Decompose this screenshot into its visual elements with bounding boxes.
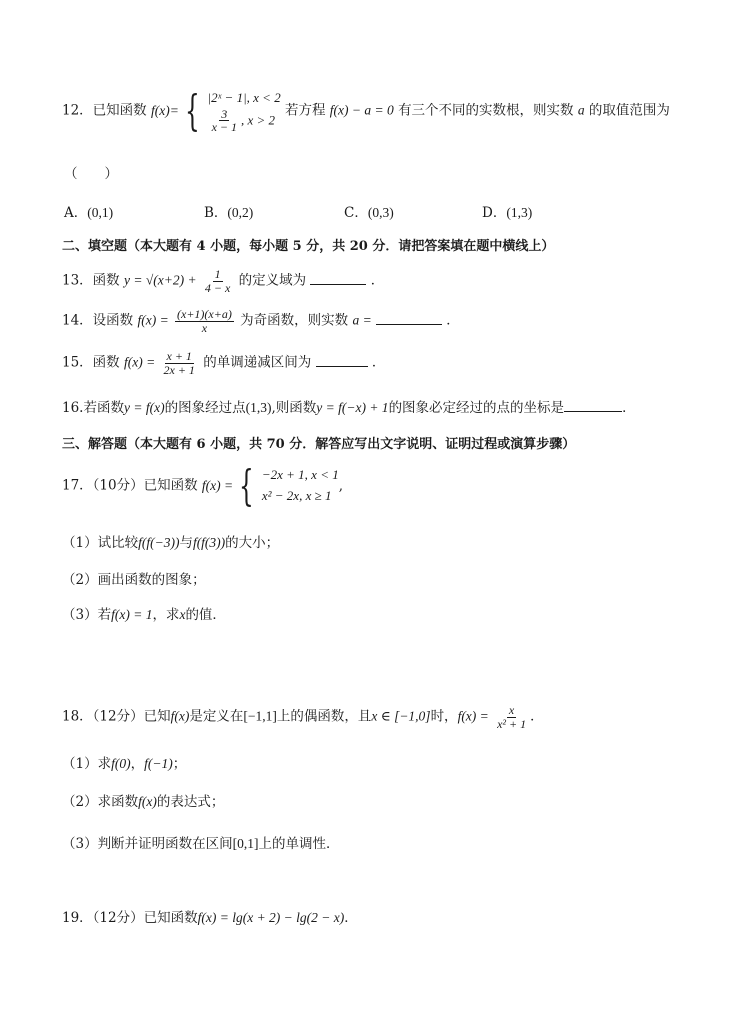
q16-text3: 的图象必定经过的点的坐标是 <box>388 400 565 416</box>
left-brace-icon: { <box>184 85 200 135</box>
q18-p1-expr2: f(−1) <box>144 756 173 771</box>
q12-option-b <box>204 201 253 221</box>
q18-p3-interval: [0,1] <box>232 836 259 851</box>
q17-p3-label: （3）若 <box>62 607 112 623</box>
q14-tail: 为奇函数，则实数 <box>240 312 349 329</box>
q15-end: ． <box>371 354 386 371</box>
q12-text-a: 若方程 <box>285 102 326 119</box>
q18-text1: 是定义在 <box>189 708 244 725</box>
q14-var: a = <box>352 312 372 328</box>
q16-text1: 的图象经过点 <box>164 400 246 416</box>
option-value: (0,2) <box>227 205 254 220</box>
question-13 <box>62 268 384 294</box>
option-letter: A． <box>64 205 88 221</box>
option-value: (0,1) <box>87 205 114 220</box>
q18-p1-end: ； <box>172 756 187 772</box>
option-letter: D． <box>482 205 507 221</box>
q14-end: ． <box>446 312 460 329</box>
q16-answer-blank <box>564 399 622 412</box>
q17-p3-eq: f(x) = 1 <box>111 607 153 622</box>
q17-p1-tail: 的大小； <box>225 535 280 551</box>
option-value: (0,3) <box>367 205 394 220</box>
section-2-heading: 二、填空题（本大题有 4 小题，每小题 5 分，共 20 分．请把答案填在题中横线上） <box>62 239 555 254</box>
q18-part3 <box>62 832 339 852</box>
question-18 <box>62 704 544 730</box>
q14-frac-den: x <box>201 320 208 335</box>
q17-row2: x² − 2x, x ≥ 1 <box>261 487 332 503</box>
q19-expr: f(x) = lg(x + 2) − lg(2 − x) <box>197 910 345 925</box>
q12-piece2-num: 3 <box>221 106 228 121</box>
q12-equation: f(x) − a = 0 <box>329 102 394 118</box>
q12-option-c <box>344 201 394 221</box>
q18-p3-label: （3）判断并证明函数在区间 <box>62 836 233 852</box>
q18-text2: 上的偶函数，且 <box>276 708 372 725</box>
q19-label: 19．（12分）已知函数 <box>62 910 198 926</box>
q16-label: 16.若函数 <box>62 400 124 416</box>
q18-p1-sep: ， <box>130 756 145 772</box>
q18-p1-expr1: f(0) <box>111 756 131 771</box>
q15-frac-den: 2x + 1 <box>163 362 195 377</box>
q12-text-b: 有三个不同的实数根，则实数 <box>398 102 574 119</box>
q18-p1-label: （1）求 <box>62 756 112 772</box>
q18-fx: f(x) <box>170 708 190 724</box>
q17-comma: , <box>338 477 344 494</box>
q12-piece1: |2ˣ − 1|, x < 2 <box>207 90 281 105</box>
q17-p3-var: x <box>179 607 186 622</box>
q17-p1-label: （1）试比较 <box>62 535 139 551</box>
q13-end: ． <box>370 272 385 289</box>
q12-piecewise-function <box>150 85 281 135</box>
q17-p3-tail: ，求 <box>152 607 180 623</box>
q14-label: 14．设函数 <box>62 312 134 329</box>
q13-answer-blank <box>310 272 366 285</box>
q15-frac-num: x + 1 <box>166 349 192 363</box>
q18-p2-tail: 的表达式； <box>156 794 225 810</box>
q14-frac-num: (x+1)(x+a) <box>177 307 232 321</box>
q12-label: 12．已知函数 <box>62 102 147 119</box>
q17-p1-expr1: f(f(−3)) <box>138 535 180 550</box>
q16-expr1: y = f(x) <box>123 400 165 415</box>
q18-end: ． <box>530 708 544 725</box>
q18-p3-tail: 上的单调性． <box>258 836 340 852</box>
q17-part1 <box>62 531 279 551</box>
q13-frac-num: 1 <box>214 267 221 281</box>
q13-frac-den: 4 − x <box>204 280 231 295</box>
q13-expr: y = √(x+2) + <box>123 272 197 288</box>
q16-point: (1,3) <box>245 400 272 415</box>
q12-var: a <box>577 102 585 118</box>
q18-fx2: f(x) = <box>457 708 489 724</box>
q12-option-a <box>64 201 113 221</box>
q12-paren: （ ） <box>64 166 118 182</box>
q15-answer-blank <box>316 354 368 367</box>
q17-p1-mid: 与 <box>179 535 193 551</box>
q17-row1: −2x + 1, x < 1 <box>261 467 339 482</box>
question-15 <box>62 350 385 376</box>
q18-frac-num: x <box>508 703 515 717</box>
q15-tail: 的单调递减区间为 <box>203 354 312 371</box>
question-17 <box>62 460 344 510</box>
q17-piecewise-function <box>201 460 344 510</box>
q18-p2-label: （2）求函数 <box>62 794 139 810</box>
option-letter: B． <box>204 205 228 221</box>
q17-label: 17．（10分）已知函数 <box>62 477 198 494</box>
question-19 <box>62 906 358 926</box>
q18-cond: x ∈ [−1,0] <box>371 708 431 724</box>
question-12 <box>62 85 670 135</box>
q14-answer-blank <box>376 312 442 325</box>
q18-label: 18．（12分）已知 <box>62 708 171 725</box>
q16-end: ． <box>622 400 636 416</box>
q15-fx: f(x) = <box>123 354 156 370</box>
q13-label: 13．函数 <box>62 272 120 289</box>
question-14 <box>62 308 460 334</box>
q12-text-c: 的取值范围为 <box>588 102 670 119</box>
q16-text2: ,则函数 <box>271 400 317 416</box>
q12-fx: f(x)= <box>150 102 179 118</box>
q18-text3: 时， <box>430 708 458 725</box>
section-3-heading: 三、解答题（本大题有 6 小题，共 70 分．解答应写出文字说明、证明过程或演算步骤） <box>62 437 576 452</box>
q17-p3-end: 的值． <box>185 607 226 623</box>
q12-piece2-den: x − 1 <box>211 120 237 135</box>
q18-part2 <box>62 790 224 810</box>
option-value: (1,3) <box>506 205 533 220</box>
q18-frac-den: x² + 1 <box>497 716 527 731</box>
q17-p1-expr2: f(f(3)) <box>192 535 226 550</box>
q19-end: ． <box>344 910 358 926</box>
q12-option-d <box>482 201 532 221</box>
q17-part3 <box>62 603 226 623</box>
q17-part2: （2）画出函数的图象； <box>62 572 206 588</box>
q18-part1 <box>62 752 186 772</box>
q15-label: 15．函数 <box>62 354 120 371</box>
q13-tail: 的定义域为 <box>238 272 307 289</box>
q14-fx: f(x) = <box>137 312 169 328</box>
left-brace-icon: { <box>239 460 254 510</box>
option-letter: C． <box>344 205 368 221</box>
q17-fx: f(x) = <box>201 477 234 493</box>
q16-expr2: y = f(−x) + 1 <box>316 400 389 415</box>
q18-interval: [−1,1] <box>243 708 277 724</box>
q18-p2-fx: f(x) <box>138 794 157 809</box>
question-16 <box>62 396 636 416</box>
q12-piece2-cond: , x > 2 <box>241 112 276 128</box>
